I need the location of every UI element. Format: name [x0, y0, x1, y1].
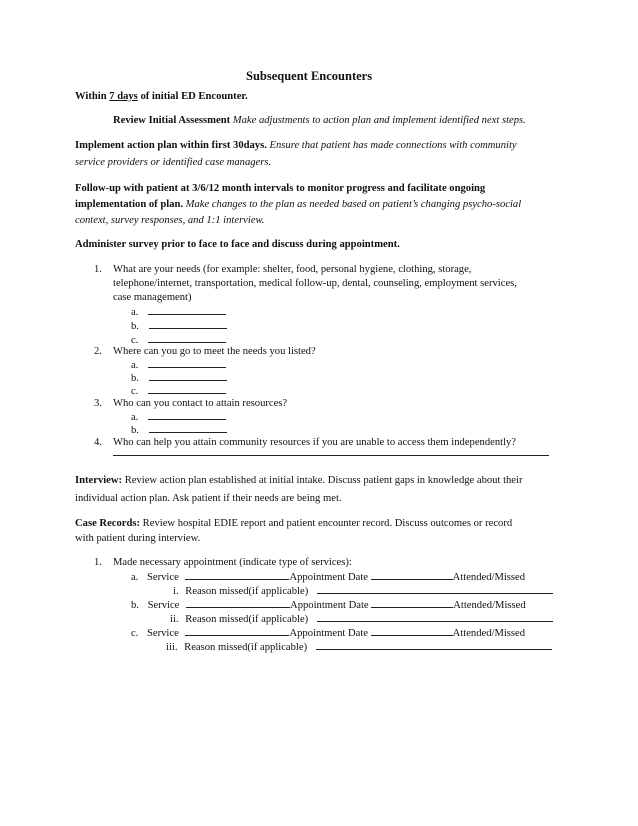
review-text: Make adjustments to action plan and implement identified next steps. — [230, 115, 526, 126]
q1-sub-c: c. — [131, 333, 226, 347]
reason-field[interactable] — [317, 584, 553, 594]
q1-line-3: case management) — [113, 292, 192, 303]
answer-blank[interactable] — [148, 333, 226, 343]
appt-number: 1. — [94, 557, 102, 568]
interview-line-2: individual action plan. Ask patient if their needs are being met. — [75, 493, 342, 504]
page-title: Subsequent Encounters — [246, 69, 373, 83]
appointment-date-field[interactable] — [371, 570, 453, 580]
q3-number: 3. — [94, 398, 102, 409]
q2-number: 2. — [94, 346, 102, 357]
followup-line-2: implementation of plan. Make changes to the plan as needed based on patient’s changing psycho-social — [75, 199, 522, 210]
answer-blank[interactable] — [148, 358, 226, 368]
q2-sub-c: c. — [131, 384, 226, 398]
within-line: Within 7 days of initial ED Encounter. — [75, 91, 248, 102]
interview-line-1: Interview: Review action plan established at initial intake. Discuss patient gaps in knowledge about their — [75, 475, 523, 486]
administer-heading: Administer survey prior to face to face and discuss during appointment. — [75, 239, 400, 250]
q4-number: 4. — [94, 437, 102, 448]
within-days: 7 days — [109, 91, 138, 102]
answer-blank[interactable] — [149, 371, 227, 381]
case-records-label: Case Records: — [75, 518, 141, 529]
q4-answer-line — [113, 446, 549, 460]
q1-sub-a: a. — [131, 305, 226, 319]
appointment-date-field[interactable] — [371, 598, 453, 608]
implement-line-1: Implement action plan within first 30days. Ensure that patient has made connections with community — [75, 140, 517, 151]
implement-label: Implement action plan within first 30days. — [75, 140, 267, 151]
reason-row-i: i. Reason missed(if applicable) — [173, 584, 553, 598]
q2-text: Where can you go to meet the needs you listed? — [113, 346, 316, 357]
q1-number: 1. — [94, 264, 102, 275]
followup-line-1: Follow-up with patient at 3/6/12 month intervals to monitor progress and facilitate ongoing — [75, 183, 486, 194]
answer-blank[interactable] — [148, 305, 226, 315]
implement-line-2: service providers or identified case managers. — [75, 157, 272, 168]
review-label: Review Initial Assessment — [113, 115, 231, 126]
q2-sub-a: a. — [131, 358, 226, 372]
answer-blank[interactable] — [149, 423, 227, 433]
followup-line-3: context, survey responses, and 1:1 interview. — [75, 215, 265, 226]
answer-blank[interactable] — [113, 446, 549, 456]
case-records-line-2: with patient during interview. — [75, 533, 201, 544]
case-records-line-1: Case Records: Review hospital EDIE report and patient encounter record. Discuss outcomes or record — [75, 518, 513, 529]
answer-blank[interactable] — [148, 384, 226, 394]
appt-row-c: c. Service Appointment Date Attended/Missed — [131, 628, 526, 639]
answer-blank[interactable] — [148, 410, 226, 420]
service-field[interactable] — [185, 626, 289, 636]
reason-field[interactable] — [317, 612, 553, 622]
reason-row-ii: ii. Reason missed(if applicable) — [170, 612, 553, 626]
q1-line-1: What are your needs (for example: shelter, food, personal hygiene, clothing, storage, — [113, 264, 472, 275]
service-field[interactable] — [185, 570, 289, 580]
review-line — [113, 114, 526, 127]
appt-heading: Made necessary appointment (indicate type of services): — [113, 557, 352, 568]
answer-blank[interactable] — [149, 319, 227, 329]
q2-sub-b: b. — [131, 371, 227, 385]
appt-row-a: a. Service Appointment Date Attended/Missed — [131, 572, 526, 583]
reason-row-iii: iii. Reason missed(if applicable) — [166, 640, 552, 654]
q3-sub-a: a. — [131, 410, 226, 424]
q3-sub-b: b. — [131, 423, 227, 437]
q1-line-2: telephone/internet, transportation, medical follow-up, dental, counseling, employment services, — [113, 278, 517, 289]
q4-text: Who can help you attain community resources if you are unable to access them independently? — [113, 437, 517, 448]
interview-label: Interview: — [75, 475, 123, 486]
reason-field[interactable] — [316, 640, 552, 650]
q1-sub-b: b. — [131, 319, 227, 333]
appt-row-b: b. Service Appointment Date Attended/Missed — [131, 600, 526, 611]
q3-text: Who can you contact to attain resources? — [113, 398, 288, 409]
service-field[interactable] — [186, 598, 290, 608]
appointment-date-field[interactable] — [371, 626, 453, 636]
